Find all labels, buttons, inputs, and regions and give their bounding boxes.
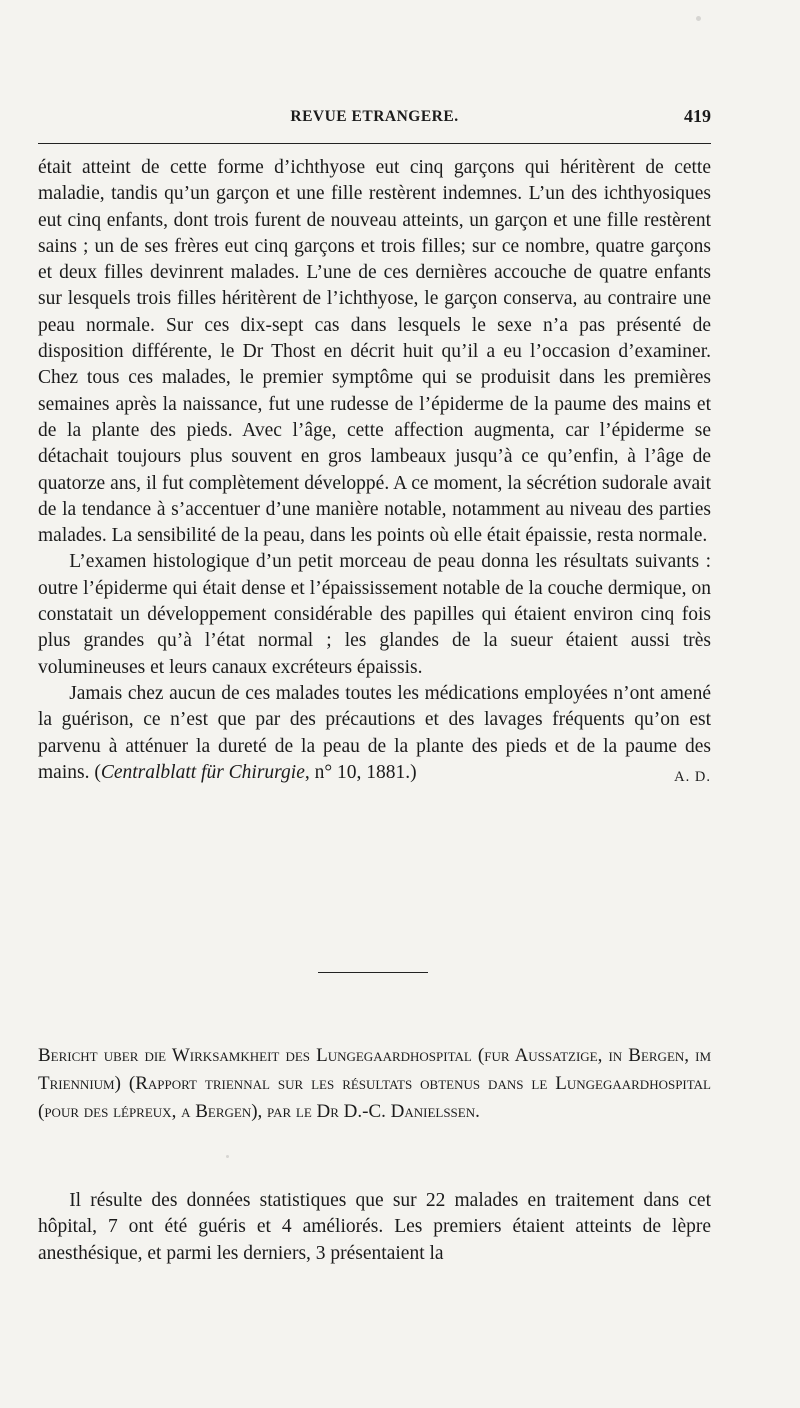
header-rule [38,143,711,144]
paragraph: L’examen histologique d’un petit morceau de peau donna les résultats suivants : outre l’épiderme qui était dense et l’épaississement notable de la couche dermique, on constatait un développement considérable des papilles qui étaient environ cinq fois plus grandes qu’à l’état normal ; les glandes de la sueur étaient aussi très volumineuses et leurs canaux excréteurs épaissis. [38,551,711,678]
article-title: Bericht uber die Wirksamkheit des Lungegaardhospital (fur Aussatzige, in Bergen, im Triennium) (Rapport triennal sur les résultats obtenus dans le Lungegaardhospital (pour des lépreux, a Bergen), par le Dr D.-C. Danielssen. [38,1045,711,1122]
paper-speck [226,1155,229,1158]
section-divider [318,972,428,973]
author-signature: A. D. [674,768,711,785]
running-title: REVUE ETRANGERE. [290,108,459,125]
paragraph: était atteint de cette forme d’ichthyose eut cinq garçons qui héritèrent de cette maladie, tandis qu’un garçon et une fille restèrent indemnes. L’un des ichthyosiques eut cinq enfants, dont trois furent de nouveau atteints, un garçon et une fille restèrent sains ; un de ses frères eut cinq garçons et trois filles; sur ce nombre, quatre garçons et deux filles devinrent malades. L’une de ces dernières accouche de quatre enfants sur lesquels trois filles héritèrent de l’ichthyose, le garçon conserva, au contraire une peau normale. Sur ces dix-sept cas dans lesquels le sexe n’a pas présenté de disposition différente, le Dr Thost en décrit huit qu’il a eu l’occasion d’examiner. Chez tous ces malades, le premier symptôme qui se produisit dans les premières semaines après la naissance, fut une rudesse de l’épiderme de la paume des mains et de la plante des pieds. Avec l’âge, cette affection augmenta, car l’épiderme se détachait toujours plus souvent en gros lambeaux jusqu’à ce qu’enfin, à l’âge de quatorze ans, il fut complètement développé. A ce moment, la sécrétion sudorale avait de la tendance à s’accentuer d’une manière notable, notamment au niveau des parties malades. La sensibilité de la peau, dans les points où elle était épaissie, resta normale. [38,157,711,547]
running-head [38,108,711,138]
paragraph-tail: , n° 10, 1881.) [304,761,417,783]
article-ichthyosis-text [38,155,711,790]
page-number: 419 [684,106,711,126]
paper-speck [696,16,701,21]
article-heading [38,1042,711,1126]
paragraph [38,681,711,786]
paragraph: Il résulte des données statistiques que sur 22 malades en traitement dans cet hôpital, 7 ont été guéris et 4 améliorés. Les premiers étaient atteints de lèpre anesthésique, et parmi les derniers, 3 présentaient la [38,1190,711,1264]
journal-citation: Centralblatt für Chirurgie [100,761,305,783]
paragraph-text: Jamais chez aucun de ces malades toutes les médications employées n’ont amené la guérison, ce n’est que par des précautions et des lavages fréquents qu’on est parvenu à atténuer la dureté de la peau de la plante des pieds et de la paume des mains. ( [38,682,711,783]
article-lepers-text [38,1188,711,1267]
